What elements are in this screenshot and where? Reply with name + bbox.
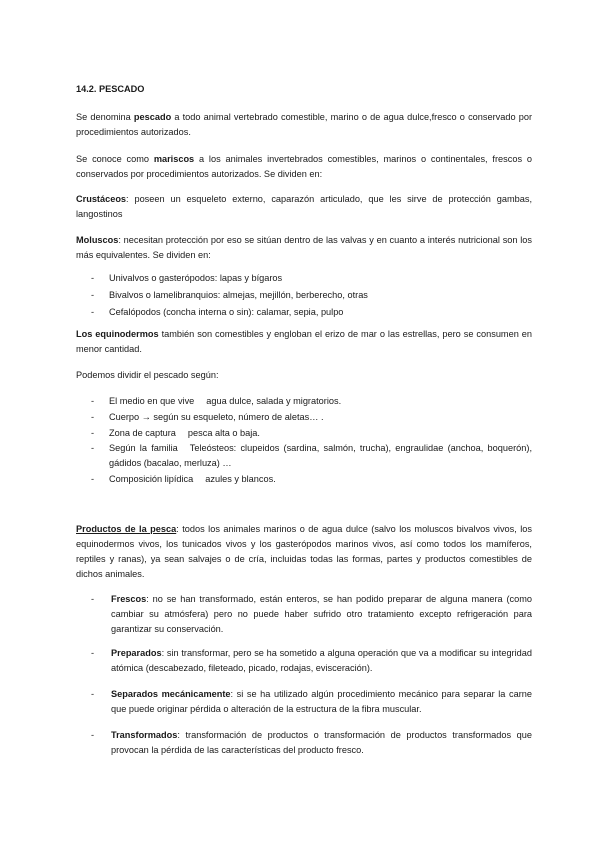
bullet-dash: -: [91, 412, 95, 422]
bullet-dash: -: [91, 474, 95, 484]
item-label: Zona de captura: [109, 428, 176, 438]
list-item-text: [109, 394, 532, 409]
text: también son comestibles y engloban el erizo de mar o las estrellas, pero se consumen en menor cantidad.: [76, 329, 532, 354]
paragraph-dividir: Podemos dividir el pescado según:: [76, 370, 219, 380]
term-frescos: Frescos: [111, 594, 147, 604]
list-item: [76, 472, 532, 487]
bullet-dash: -: [91, 443, 95, 453]
text: : no se han transformado, están enteros, se han podido preparar de alguna manera (como cambiar su atmósfera) pero no puede haber sufrido otro tratamiento excepto refrigeración para garantizar su conservación.: [111, 594, 532, 634]
item-value: Teleósteos: clupeidos (sardina, salmón, trucha), engraulidae (anchoa, boquerón), gádidos (bacalao, merluza) …: [109, 443, 532, 468]
term-preparados: Preparados: [111, 648, 162, 658]
list-item: [76, 592, 532, 638]
item-label: El medio en que vive: [109, 396, 195, 406]
text: Se conoce como: [76, 154, 154, 164]
bullet-dash: -: [91, 273, 95, 283]
paragraph-crustaceos: [76, 192, 532, 222]
term-separados: Separados mecánicamente: [111, 689, 231, 699]
paragraph-mariscos: [76, 152, 532, 182]
text: : transformación de productos o transformación de productos transformados que provocan la pérdida de las características del producto fresco.: [111, 730, 532, 755]
paragraph-equinodermos: [76, 327, 532, 357]
list-item-text: Univalvos o gasterópodos: lapas y bígaros: [109, 273, 283, 283]
section-heading: 14.2. PESCADO: [76, 84, 145, 94]
list-item-text: [109, 441, 532, 471]
text: : todos los animales marinos o de agua dulce (salvo los moluscos bivalvos vivos, los equinodermos vivos, los tunicados vivos y los gasterópodos marinos vivos, así como todos los mamíferos, reptiles y ranas), ya sean salvajes o de cría, incluidas todas las formas, partes y productos comestibles de dichos animales.: [76, 524, 532, 579]
list-item-text: Bivalvos o lamelibranquios: almejas, mejillón, berberecho, otras: [109, 290, 368, 300]
list-item-text: [109, 472, 532, 487]
item-value: pesca alta o baja.: [187, 428, 260, 438]
list-item-text: [111, 728, 532, 758]
term-equinodermos: Los equinodermos: [76, 329, 159, 339]
bullet-dash: -: [91, 307, 95, 317]
paragraph-pescado: [76, 110, 532, 140]
list-item: [76, 426, 532, 441]
list-item: [76, 410, 532, 425]
paragraph-productos: [76, 522, 532, 582]
bullet-dash: -: [91, 290, 95, 300]
term-pescado: pescado: [133, 112, 172, 122]
list-item-text: [109, 426, 532, 441]
text: : sin transformar, pero se ha sometido a alguna operación que va a modificar su integridad atómica (descabezado, fileteado, picado, rodajas, evisceración).: [111, 648, 532, 673]
term-moluscos: Moluscos: [76, 235, 119, 245]
list-item-text: [111, 592, 532, 637]
text: Se denomina: [76, 112, 134, 122]
list-item: [76, 394, 532, 409]
item-label: Composición lipídica: [109, 474, 194, 484]
list-item: [76, 646, 532, 676]
item-label: Según la familia: [109, 443, 178, 453]
item-value: agua dulce, salada y migratorios.: [206, 396, 342, 406]
list-item: [76, 687, 532, 717]
text: a los animales invertebrados comestibles, marinos o continentales, frescos o conservados por procedimientos autorizados. Se dividen en:: [76, 154, 532, 179]
text: : si se ha utilizado algún procedimiento mecánico para separar la carne que puede originar pérdida o alteración de la estructura de la fibra muscular.: [111, 689, 532, 714]
list-item: [76, 288, 532, 303]
bullet-dash: -: [91, 396, 95, 406]
bullet-dash: -: [91, 594, 95, 604]
term-transformados: Transformados: [111, 730, 178, 740]
bullet-dash: -: [91, 689, 95, 699]
list-item-text: Cefalópodos (concha interna o sin): calamar, sepia, pulpo: [109, 307, 344, 317]
list-item: [76, 271, 532, 286]
term-productos-pesca: Productos de la pesca: [76, 524, 177, 534]
list-item-text: [111, 646, 532, 676]
text: : necesitan protección por eso se sitúan dentro de las valvas y en cuanto a interés nutricional son los más equivalentes. Se dividen en:: [76, 235, 532, 260]
text: : poseen un esqueleto externo, caparazón articulado, que les sirve de protección gambas, langostinos: [76, 194, 532, 219]
term-crustaceos: Crustáceos: [76, 194, 127, 204]
item-value: azules y blancos.: [205, 474, 276, 484]
list-item: [76, 728, 532, 758]
list-item: [76, 305, 532, 320]
item-label: Cuerpo → según su esqueleto, número de aletas… .: [109, 412, 324, 422]
bullet-dash: -: [91, 730, 95, 740]
paragraph-moluscos: [76, 233, 532, 263]
bullet-dash: -: [91, 648, 95, 658]
list-item: [76, 441, 532, 471]
list-item-text: [111, 687, 532, 717]
text: a todo animal vertebrado comestible, marino o de agua dulce,fresco o conservado por procedimientos autorizados.: [76, 112, 533, 137]
term-mariscos: mariscos: [153, 154, 195, 164]
list-item-text: [109, 410, 532, 425]
bullet-dash: -: [91, 428, 95, 438]
